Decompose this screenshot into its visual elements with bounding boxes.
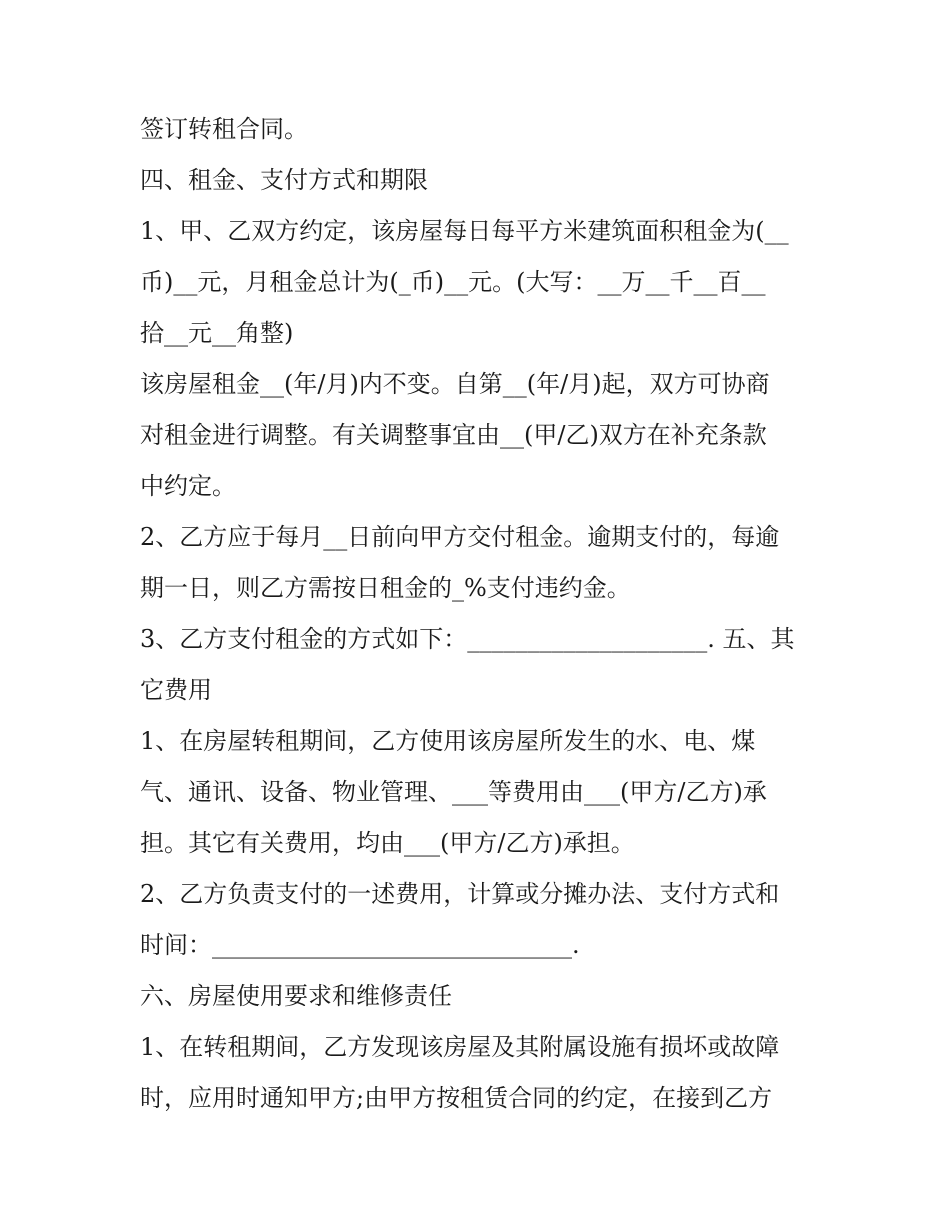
text-line: 担。其它有关费用，均由___(甲方/乙方)承担。 [140, 829, 635, 857]
text-line: 2、乙方负责支付的一述费用，计算或分摊办法、支付方式和 [140, 880, 780, 908]
text-line: 期一日，则乙方需按日租金的_%支付违约金。 [140, 574, 631, 602]
text-line: 1、在转租期间，乙方发现该房屋及其附属设施有损坏或故障 [140, 1033, 780, 1061]
text-line: 币)__元，月租金总计为(_币)__元。(大写：__万__千__百__ [140, 268, 766, 296]
text-line: 时，应用时通知甲方;由甲方按租赁合同的约定，在接到乙方 [140, 1084, 773, 1112]
section-heading: 四、租金、支付方式和期限 [140, 166, 428, 194]
text-line: 1、在房屋转租期间，乙方使用该房屋所发生的水、电、煤 [140, 727, 756, 755]
text-line: 拾__元__角整) [140, 319, 294, 347]
text-line: 它费用 [140, 676, 212, 704]
section-heading: 六、房屋使用要求和维修责任 [140, 982, 452, 1010]
text-line: 对租金进行调整。有关调整事宜由__(甲/乙)双方在补充条款 [140, 421, 767, 449]
text-line: 2、乙方应于每月__日前向甲方交付租金。逾期支付的，每逾 [140, 523, 780, 551]
text-line: 1、甲、乙双方约定，该房屋每日每平方米建筑面积租金为(__ [140, 217, 789, 245]
text-line: 3、乙方支付租金的方式如下：____________________. 五、其 [140, 625, 795, 653]
text-line: 中约定。 [140, 472, 236, 500]
text-line: 时间：______________________________. [140, 931, 580, 959]
text-line: 该房屋租金__(年/月)内不变。自第__(年/月)起，双方可协商 [140, 370, 770, 398]
text-line: 气、通讯、设备、物业管理、___等费用由___(甲方/乙方)承 [140, 778, 767, 806]
text-line: 签订转租合同。 [140, 115, 308, 143]
